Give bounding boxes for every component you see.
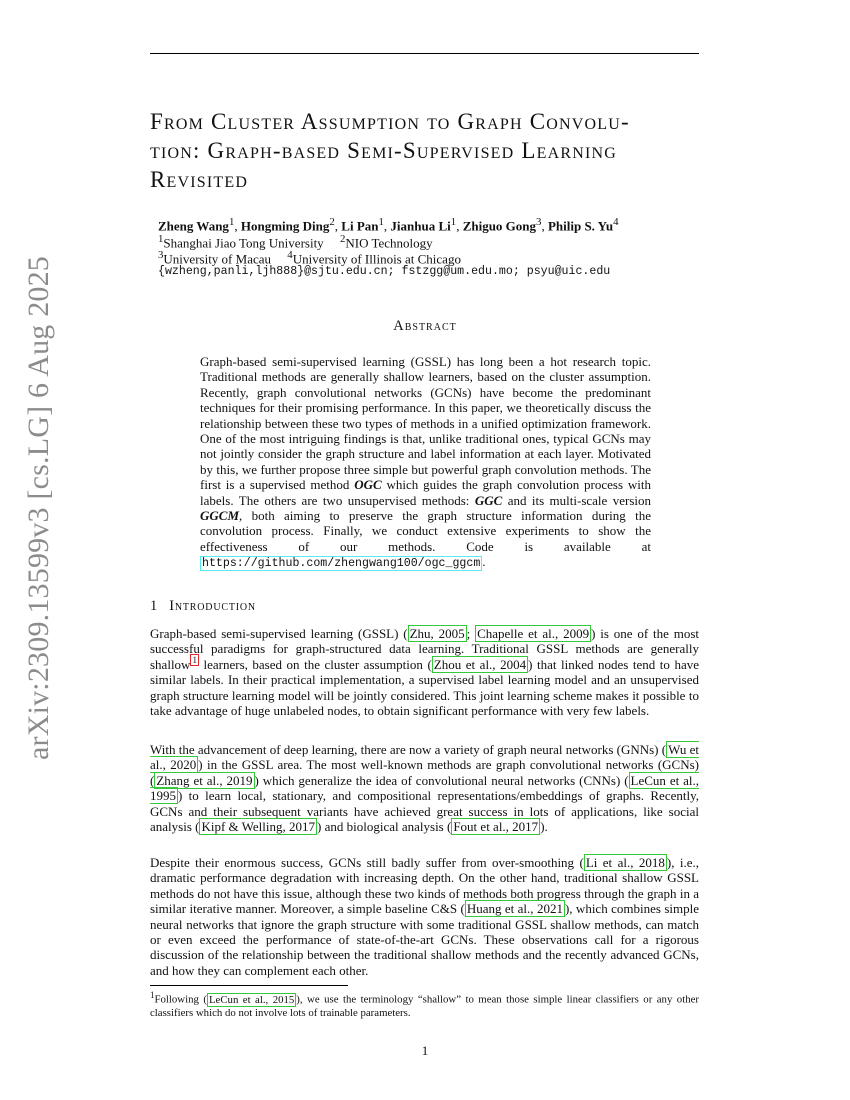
- author-affil-mark: 3: [536, 216, 542, 228]
- body-text: ) that linked nodes tend to have similar labels. In their practical implementation, a supervised label learning model and an unsupervised graph structure learning model will be jointly considered. This joint learning scheme makes it possible to take advantage of huge unlabeled nodes, to obtain significant performance with very few labels.: [150, 656, 699, 719]
- footnote-1: [150, 989, 699, 1021]
- intro-paragraph-3: [150, 855, 699, 978]
- affiliation: Shanghai Jiao Tong University: [163, 235, 324, 251]
- section-title: Introduction: [169, 598, 256, 614]
- body-text: ).: [540, 819, 548, 835]
- author-affil-mark: 2: [329, 216, 335, 228]
- page-number: 1: [421, 1043, 429, 1058]
- citation-link[interactable]: Zhu, 2005: [409, 626, 465, 641]
- abstract-text: which guides the graph convolution process with labels. The others are two unsupervised methods:: [200, 477, 651, 508]
- author-name: Philip S. Yu: [547, 218, 614, 234]
- abstract-text: Graph-based semi-supervised learning (GSSL) has long been a hot research topic. Traditional methods are generally shallow learners, based on the cluster assumption. Recently, graph convolutional networks (GCNs) have become the predominant techniques for their promising performance. In this paper, we theoretically discuss the relationship between these two types of methods in a unified optimization framework. One of the most intriguing findings is that, unlike traditional ones, typical GCNs may not jointly consider the graph structure and label information at each layer. Motivated by this, we further propose three simple but powerful graph convolution methods. The first is a supervised method: [200, 354, 651, 493]
- body-text: Despite their enormous success, GCNs still badly suffer from over-smoothing (: [150, 855, 584, 870]
- footnote-text: Following (: [154, 993, 207, 1006]
- abstract-heading: Abstract: [393, 318, 457, 334]
- citation-link[interactable]: Wu et al., 2020: [150, 742, 699, 773]
- citation-link[interactable]: LeCun et al., 1995: [150, 772, 699, 804]
- body-text: ;: [466, 626, 476, 641]
- affiliation: University of Macau: [163, 251, 272, 267]
- method-name-ggcm: GGCM: [200, 508, 240, 524]
- affil-mark: 1: [158, 233, 164, 245]
- citation-link[interactable]: Zhou et al., 2004: [433, 656, 527, 672]
- code-repo-link[interactable]: https://github.com/zhengwang100/ogc_ggcm: [202, 557, 481, 571]
- author-affil-mark: 1: [378, 216, 384, 228]
- author-affil-mark: 1: [450, 216, 457, 228]
- abstract-text: .: [482, 554, 486, 570]
- body-text: ) is one of the most successful paradigms for graph-structured data learning. Traditional GSSL methods are generally shallow: [150, 626, 700, 672]
- body-text: With the advancement of deep learning, there are now a variety of graph neural networks (GNNs) (: [150, 742, 667, 757]
- author-name: Li Pan: [341, 218, 379, 234]
- title-line-1: From Cluster Assumption to Graph Convolu-: [150, 109, 630, 134]
- citation-link[interactable]: Zhang et al., 2019: [156, 772, 253, 788]
- intro-paragraph-2: [150, 742, 699, 834]
- section-heading-introduction: [150, 598, 256, 615]
- title-line-3: Revisited: [150, 167, 249, 192]
- section-number: 1: [150, 598, 158, 614]
- body-text: learners, based on the cluster assumption (: [198, 656, 432, 672]
- citation-link[interactable]: Li et al., 2018: [585, 855, 665, 870]
- author-affil-mark: 1: [228, 216, 235, 228]
- body-text: ) to learn local, stationary, and compositional representations/embeddings of graphs. Recently, GCNs and their subsequent variants have achieved great success in lots of applications, like social analysis (: [150, 788, 699, 835]
- abstract-text: and its multi-scale version: [502, 492, 651, 508]
- title-line-2: tion: Graph-based Semi-Supervised Learning: [150, 138, 617, 163]
- citation-link[interactable]: Fout et al., 2017: [453, 819, 539, 835]
- intro-paragraph-1: [150, 626, 699, 718]
- method-name-ggc: GGC: [474, 492, 503, 508]
- author-name: Hongming Ding: [240, 218, 330, 234]
- affil-mark: 2: [339, 233, 346, 245]
- citation-link[interactable]: Huang et al., 2021: [466, 901, 563, 917]
- citation-link[interactable]: Chapelle et al., 2009: [477, 626, 590, 641]
- body-text: ) and biological analysis (: [317, 819, 452, 835]
- body-text: ) which generalize the idea of convolutional neural networks (CNNs) (: [254, 772, 629, 788]
- citation-link[interactable]: LeCun et al., 2015: [208, 993, 295, 1006]
- top-rule: [150, 53, 699, 54]
- abstract-body: [200, 354, 651, 572]
- body-text: ), i.e., dramatic performance degradation with increasing depth. On the other hand, traditional shallow GSSL methods do not have this issue, although these two kinds of methods both progress through the graph in a similar iterative manner. Moreover, a simple baseline C&S (: [150, 855, 699, 917]
- arxiv-sidebar-stamp: arXiv:2309.13599v3 [cs.LG] 6 Aug 2025: [22, 255, 55, 760]
- method-name-ogc: OGC: [354, 477, 382, 493]
- affiliation: University of Illinois at Chicago: [292, 251, 461, 267]
- body-text: ), which combines simple neural networks that ignore the graph structure with some traditional GSSL shallow methods, can match or even exceed the performance of state-of-the-art GCNs. These observations call for a rigorous discussion of the relationship between the traditional shallow methods and the recently advanced GCNs, and how they can complement each other.: [150, 901, 700, 978]
- footnote-text: ), we use the terminology “shallow” to mean those simple linear classifiers or any other classifiers which do not involve lots of trainable parameters.: [150, 993, 699, 1020]
- affil-mark: 3: [158, 249, 164, 261]
- footnote-rule: [150, 985, 348, 986]
- body-text: Graph-based semi-supervised learning (GSSL) (: [150, 626, 408, 641]
- author-emails: {wzheng,panli,ljh888}@sjtu.edu.cn; fstzgg@um.edu.mo; psyu@uic.edu: [158, 265, 611, 278]
- author-name: Zhiguo Gong: [462, 218, 537, 234]
- author-name: Zheng Wang: [158, 218, 229, 234]
- body-text: ) in the GSSL area. The most well-known methods are graph convolutional networks (GCNs) (: [150, 757, 699, 788]
- author-affil-mark: 4: [613, 216, 619, 228]
- citation-link[interactable]: Kipf & Welling, 2017: [201, 819, 316, 835]
- footnote-number: 1: [150, 990, 155, 1000]
- affil-mark: 4: [287, 249, 293, 261]
- paper-title: [150, 107, 702, 194]
- affiliation: NIO Technology: [345, 235, 433, 251]
- author-list: Zheng Wang$^1$, Hongming Ding$^2$, Li Pan$^1$, Jianhua Li$^1$, Zhiguo Gong$^3$, Philip S. Yu$^4$: [158, 216, 619, 234]
- author-name: Jianhua Li: [390, 218, 451, 234]
- abstract-text: , both aiming to preserve the graph structure information during the convolution process. Finally, we conduct extensive experiments to show the effectiveness of our methods. Code is available at: [200, 508, 651, 554]
- footnote-ref-link[interactable]: 1: [192, 655, 197, 666]
